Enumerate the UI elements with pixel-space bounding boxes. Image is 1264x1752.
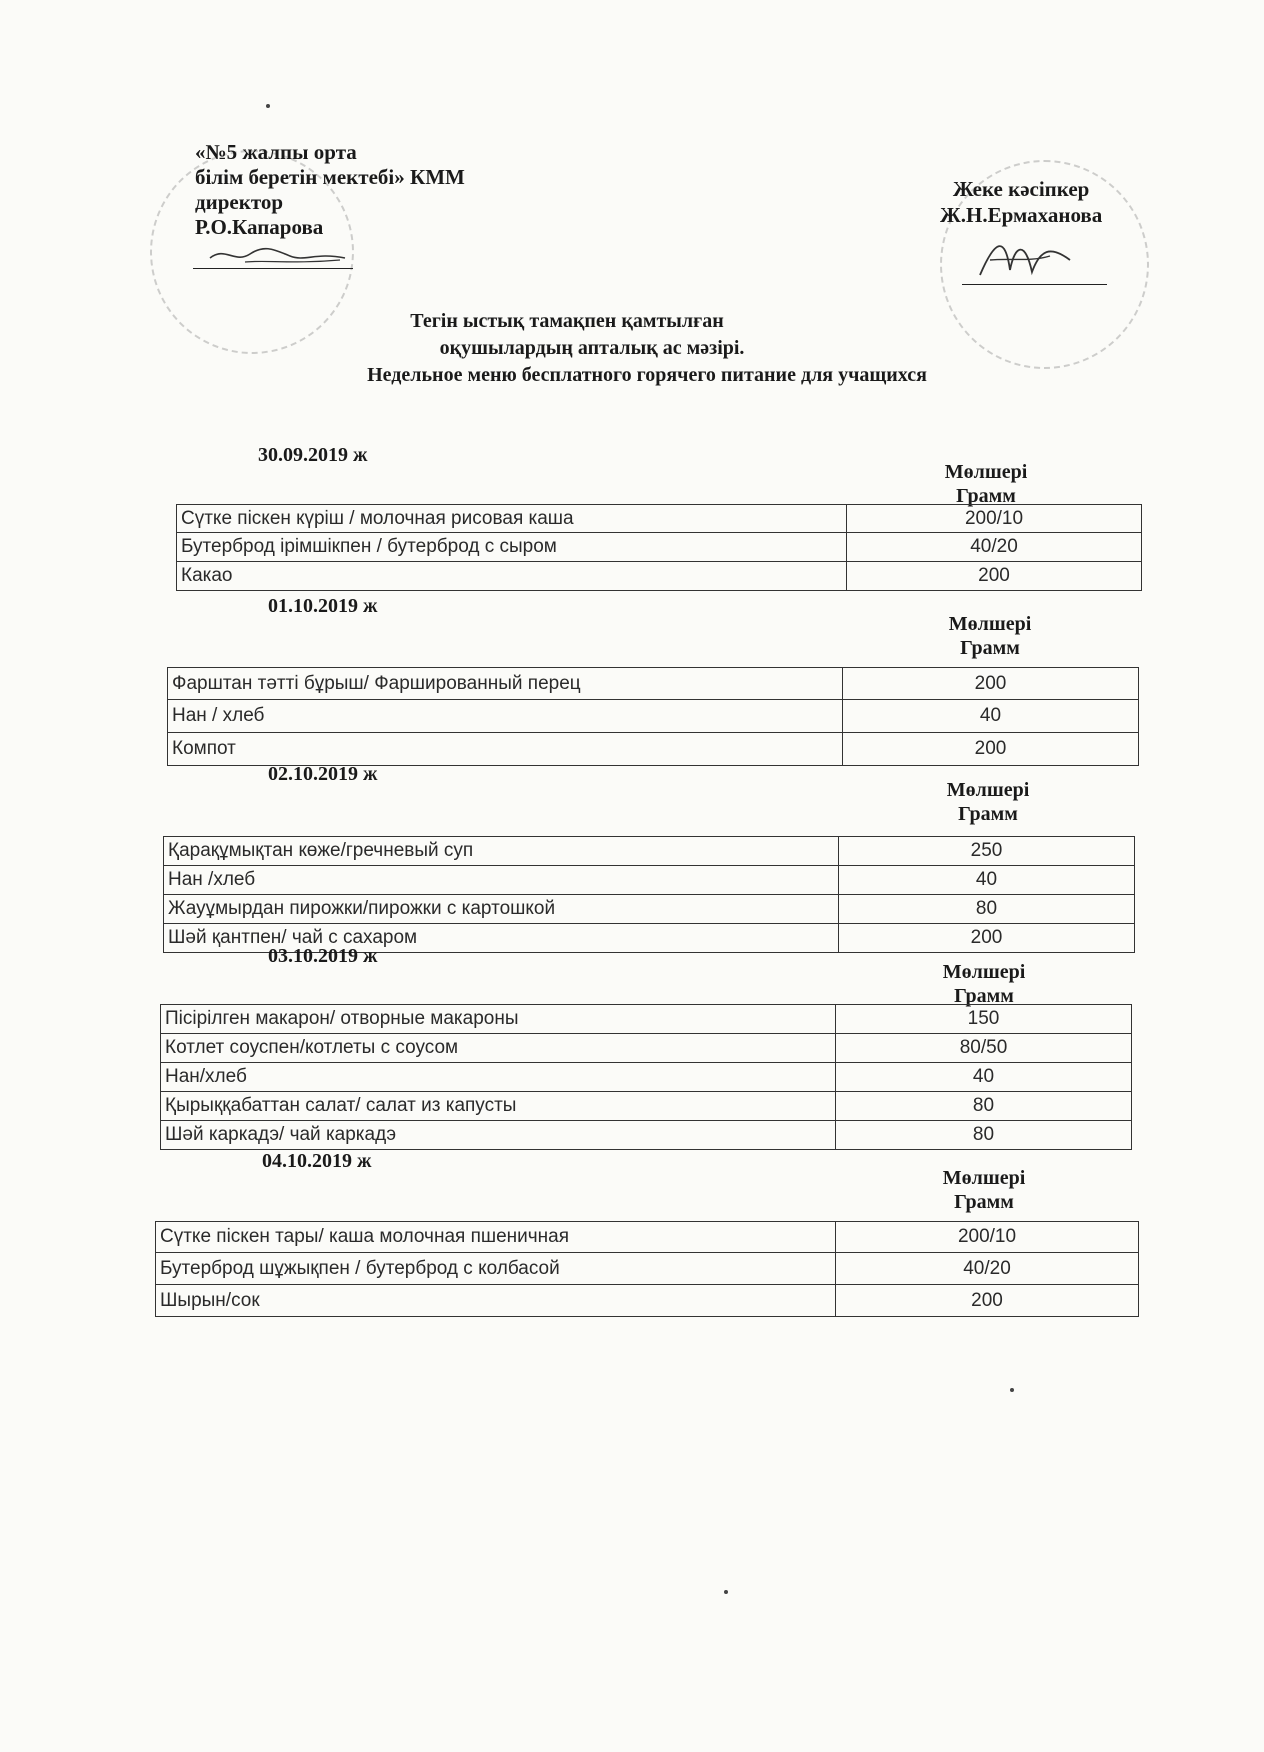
dish-amount: 40 <box>843 700 1139 733</box>
signature-line-left <box>193 268 353 269</box>
table-row <box>161 1034 1132 1063</box>
table-row <box>177 505 1142 533</box>
quantity-header-line-2: Грамм <box>960 637 1020 659</box>
table-row <box>177 533 1142 562</box>
approval-left-line-3: директор <box>195 190 284 214</box>
table-row <box>164 895 1135 924</box>
dish-amount: 80/50 <box>836 1034 1132 1063</box>
approval-block-left <box>195 140 465 240</box>
quantity-header <box>914 1166 1054 1214</box>
table-row <box>161 1005 1132 1034</box>
menu-table <box>176 504 1142 591</box>
dish-amount: 200 <box>836 1285 1139 1317</box>
day-date: 03.10.2019 ж <box>268 945 378 967</box>
dish-name: Бутерброд шұжықпен / бутерброд с колбасой <box>156 1253 836 1285</box>
dish-name: Шәй каркадэ/ чай каркадэ <box>161 1121 836 1150</box>
quantity-header-line-2: Грамм <box>954 985 1014 1007</box>
quantity-header-line-1: Мөлшері <box>942 1167 1026 1189</box>
dish-amount: 200/10 <box>836 1222 1139 1253</box>
dish-amount: 200/10 <box>847 505 1142 533</box>
quantity-header-line-1: Мөлшері <box>946 779 1030 801</box>
table-row <box>177 562 1142 591</box>
quantity-header-line-2: Грамм <box>954 1191 1014 1213</box>
dish-amount: 150 <box>836 1005 1132 1034</box>
quantity-header-line-1: Мөлшері <box>948 613 1032 635</box>
dish-amount: 200 <box>843 733 1139 766</box>
title-line-3: Недельное меню бесплатного горячего питание для учащихся <box>367 364 927 386</box>
dish-amount: 80 <box>836 1121 1132 1150</box>
table-row <box>161 1121 1132 1150</box>
dish-name: Қырыққабаттан салат/ салат из капусты <box>161 1092 836 1121</box>
dish-amount: 250 <box>839 837 1135 866</box>
table-row <box>156 1285 1139 1317</box>
title-line-2: оқушылардың апталық ас мәзірі. <box>439 337 745 359</box>
dish-name: Бутерброд ірімшікпен / бутерброд с сыром <box>177 533 847 562</box>
quantity-header-line-1: Мөлшері <box>942 961 1026 983</box>
approval-left-line-4: Р.О.Капарова <box>195 215 324 239</box>
quantity-header <box>918 778 1058 826</box>
signature-right <box>970 230 1080 285</box>
quantity-header-line-2: Грамм <box>956 485 1016 507</box>
quantity-header-line-2: Грамм <box>958 803 1018 825</box>
dish-amount: 200 <box>843 668 1139 700</box>
dish-amount: 40/20 <box>836 1253 1139 1285</box>
dish-amount: 80 <box>836 1092 1132 1121</box>
menu-table <box>160 1004 1132 1150</box>
table-row <box>161 1063 1132 1092</box>
quantity-header <box>914 960 1054 1008</box>
dish-name: Шәй қантпен/ чай с сахаром <box>164 924 839 953</box>
dish-amount: 40 <box>836 1063 1132 1092</box>
dish-name: Котлет соуспен/котлеты с соусом <box>161 1034 836 1063</box>
dish-amount: 200 <box>839 924 1135 953</box>
menu-table <box>155 1221 1139 1317</box>
table-row <box>168 733 1139 766</box>
dish-name: Какао <box>177 562 847 591</box>
signature-line-right <box>962 284 1107 285</box>
day-date: 04.10.2019 ж <box>262 1150 372 1172</box>
dish-amount: 40 <box>839 866 1135 895</box>
table-row <box>164 866 1135 895</box>
dish-name: Пісірілген макарон/ отворные макароны <box>161 1005 836 1034</box>
dish-name: Қарақұмықтан көже/гречневый суп <box>164 837 839 866</box>
menu-table <box>167 667 1139 766</box>
scan-speck <box>724 1590 728 1594</box>
quantity-header-line-1: Мөлшері <box>944 461 1028 483</box>
table-row <box>164 837 1135 866</box>
dish-name: Сүтке піскен күріш / молочная рисовая каша <box>177 505 847 533</box>
dish-name: Нан/хлеб <box>161 1063 836 1092</box>
table-row <box>156 1253 1139 1285</box>
table-row <box>168 700 1139 733</box>
dish-name: Сүтке піскен тары/ каша молочная пшеничная <box>156 1222 836 1253</box>
dish-name: Фарштан тәтті бұрыш/ Фаршированный перец <box>168 668 843 700</box>
quantity-header <box>920 612 1060 660</box>
title-line-1: Тегін ыстық тамақпен қамтылған <box>410 310 724 332</box>
approval-left-line-2: білім беретін мектебі» КММ <box>195 165 465 189</box>
dish-name: Нан /хлеб <box>164 866 839 895</box>
menu-table <box>163 836 1135 953</box>
approval-block-right <box>940 176 1102 228</box>
day-date: 01.10.2019 ж <box>268 595 378 617</box>
approval-right-line-1: Жеке кәсіпкер <box>952 177 1090 201</box>
dish-name: Жауұмырдан пирожки/пирожки с картошкой <box>164 895 839 924</box>
quantity-header <box>916 460 1056 508</box>
dish-name: Шырын/сок <box>156 1285 836 1317</box>
scan-speck <box>266 104 270 108</box>
dish-name: Компот <box>168 733 843 766</box>
table-row <box>168 668 1139 700</box>
scan-speck <box>1010 1388 1014 1392</box>
dish-amount: 40/20 <box>847 533 1142 562</box>
table-row <box>161 1092 1132 1121</box>
approval-left-line-1: «№5 жалпы орта <box>195 140 357 164</box>
dish-name: Нан / хлеб <box>168 700 843 733</box>
dish-amount: 200 <box>847 562 1142 591</box>
approval-right-line-2: Ж.Н.Ермаханова <box>940 203 1103 227</box>
signature-left <box>205 240 355 270</box>
dish-amount: 80 <box>839 895 1135 924</box>
day-date: 02.10.2019 ж <box>268 763 378 785</box>
day-date: 30.09.2019 ж <box>258 444 368 466</box>
document-title <box>0 308 1264 389</box>
table-row <box>156 1222 1139 1253</box>
